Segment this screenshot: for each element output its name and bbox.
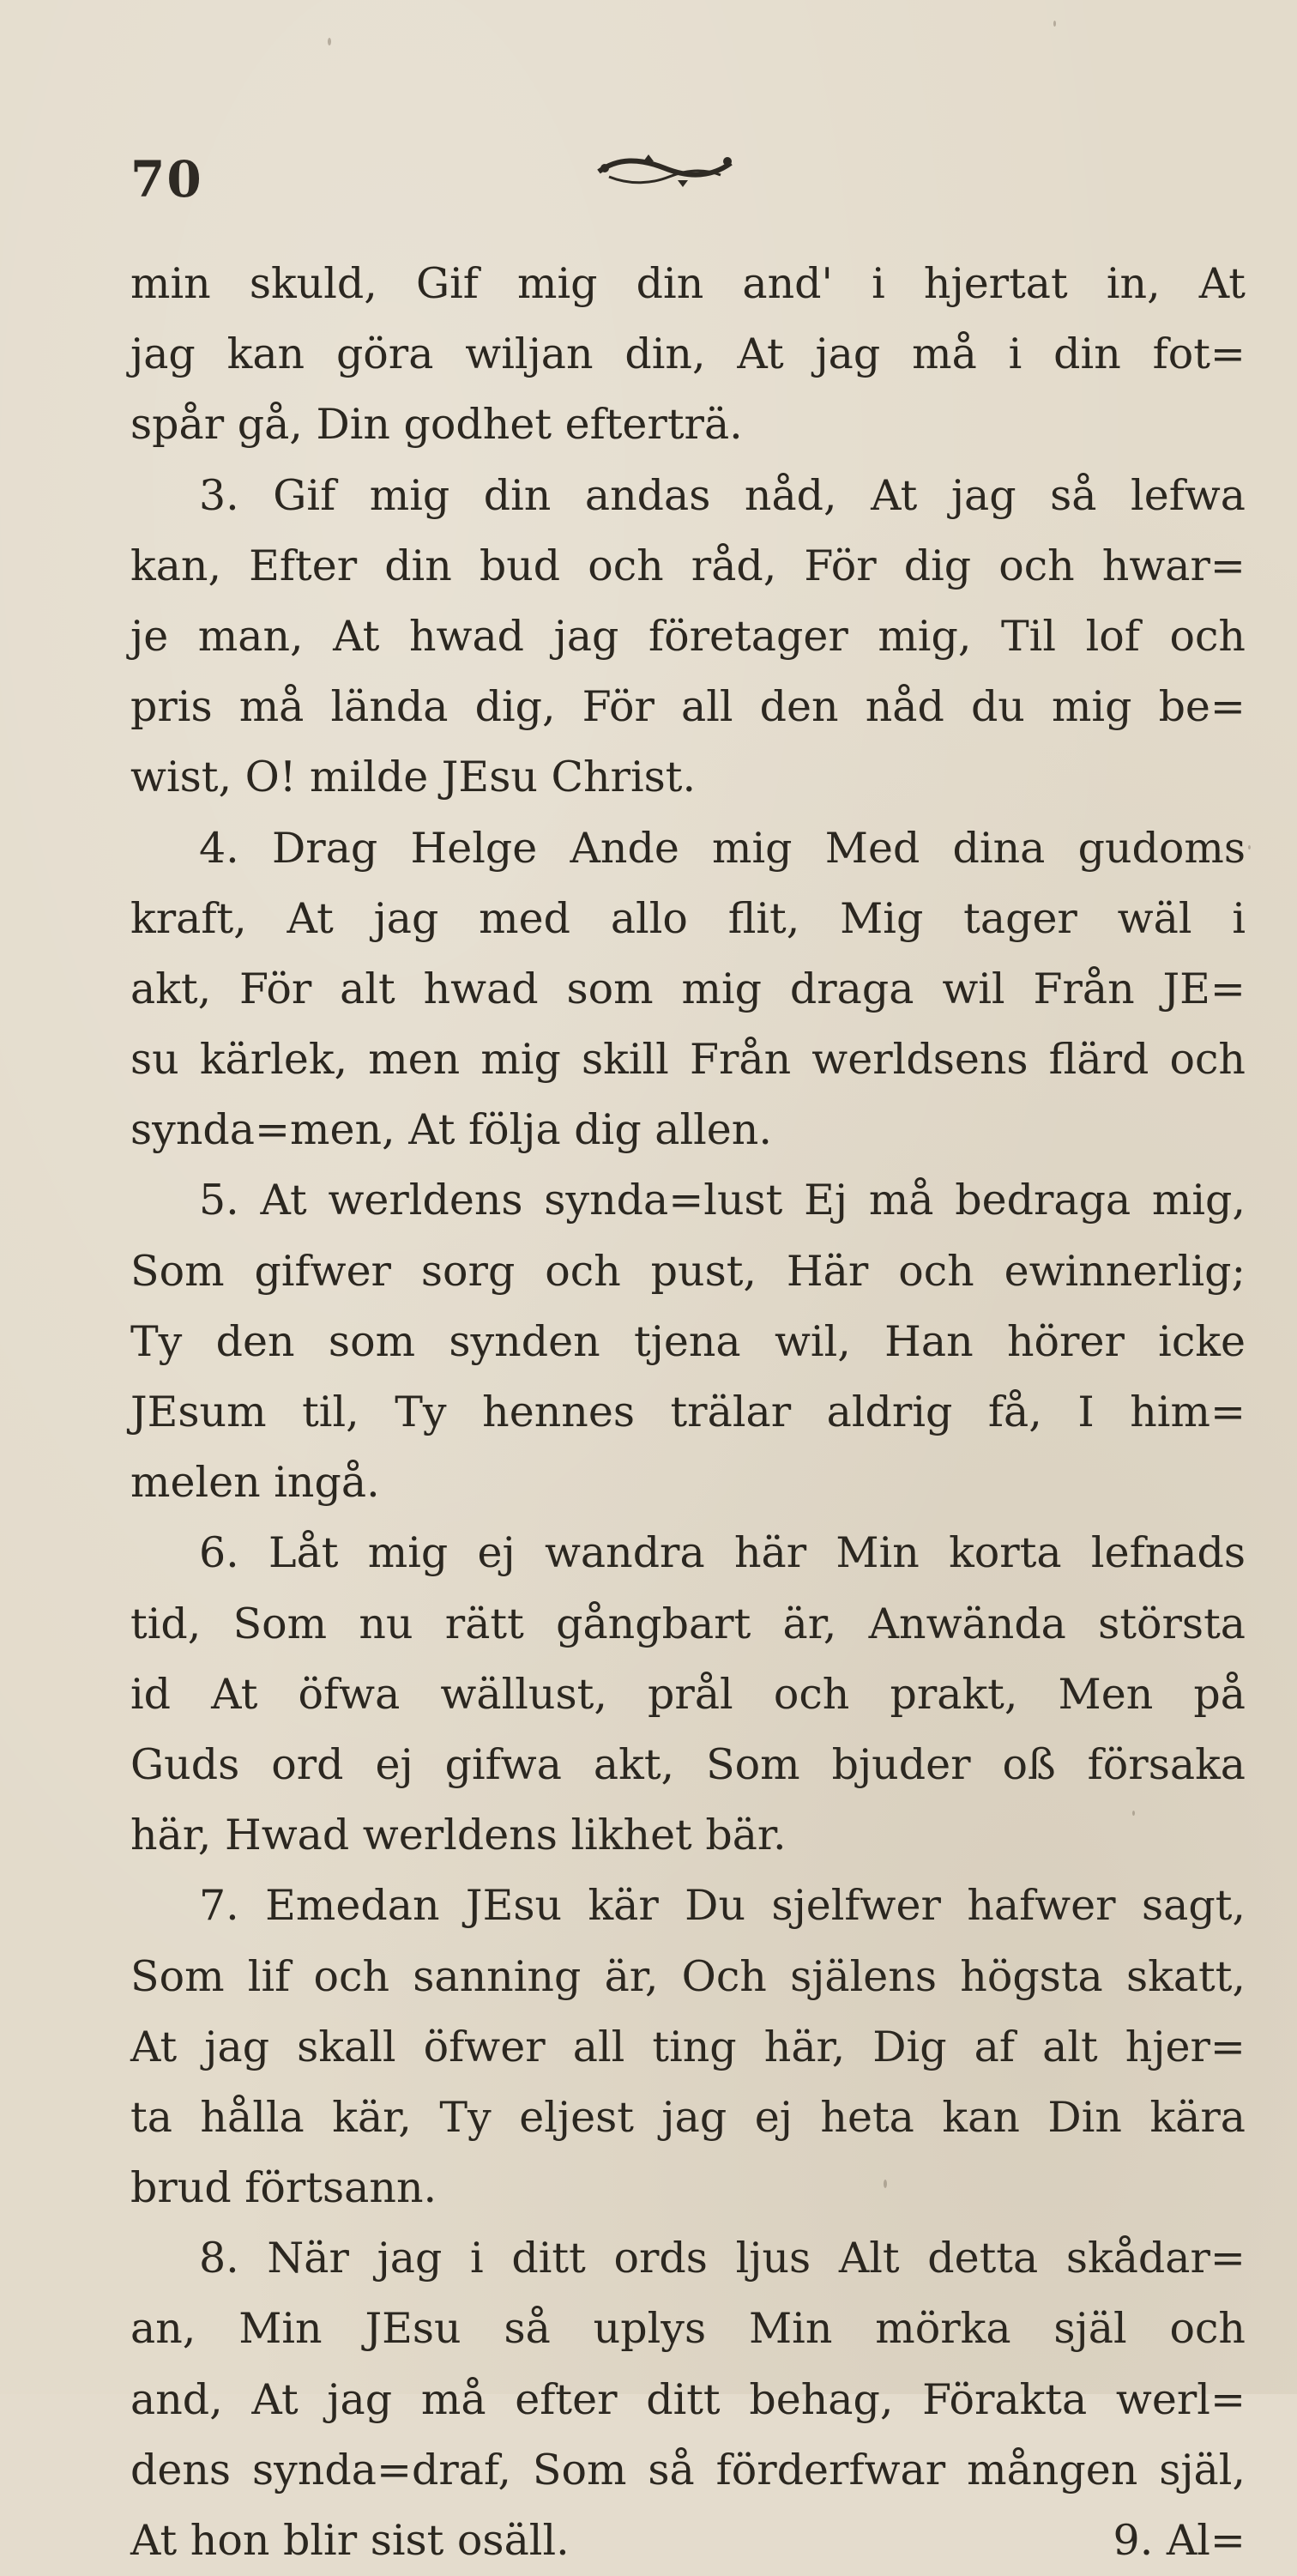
text-line: Ty den som synden tjena wil, Han hörer icke [130, 1316, 1246, 1366]
text-line: Som lif och sanning är, Och själens högsta skatt, [130, 1951, 1246, 2001]
text-line: wist, O! milde JEsu Christ. [130, 753, 697, 802]
text-line: ta hålla kär, Ty eljest jag ej heta kan Din kära [130, 2092, 1246, 2142]
text-line: melen ingå. [130, 1458, 380, 1508]
verse-start-line: 6. Låt mig ej wandra här Min korta lefnads [199, 1528, 1246, 1578]
text-line: je man, At hwad jag företager mig, Til lof och [130, 611, 1246, 661]
verse-start-line: 5. At werldens synda=lust Ej må bedraga mig, [199, 1176, 1246, 1225]
text-line: dens synda=draf, Som så förderfwar mången själ, [130, 2445, 1246, 2494]
paper-speck [1053, 21, 1056, 27]
hymn-text [130, 249, 1246, 2576]
catchword: 9. Al= [1113, 2516, 1246, 2565]
text-line: pris må lända dig, För all den nåd du mig be= [130, 682, 1246, 732]
text-line: JEsum til, Ty hennes trälar aldrig få, I him= [130, 1388, 1246, 1436]
text-line: kraft, At jag med allo flit, Mig tager wäl i [130, 893, 1246, 943]
verse-start-line: 3. Gif mig din andas nåd, At jag så lefwa [199, 470, 1246, 520]
printer-ornament [592, 146, 738, 194]
text-line: min skuld, Gif mig din and' i hjertat in, At [130, 259, 1246, 308]
text-line: kan, Efter din bud och råd, För dig och hwar= [130, 541, 1246, 590]
text-line: brud förtsann. [130, 2163, 437, 2213]
text-line: su kärlek, men mig skill Från werldsens flärd och [130, 1035, 1246, 1085]
text-line: and, At jag må efter ditt behag, Förakta werl= [130, 2374, 1246, 2424]
verse-start-line: 8. När jag i ditt ords ljus Alt detta skådar= [199, 2234, 1246, 2283]
text-line: an, Min JEsu så uplys Min mörka själ och [130, 2304, 1246, 2354]
verse-start-line: 4. Drag Helge Ande mig Med dina gudoms [199, 823, 1246, 873]
last-line [130, 2506, 1246, 2576]
text-line: tid, Som nu rätt gångbart är, Anwända största [130, 1599, 1246, 1648]
text-line: spår gå, Din godhet efterträ. [130, 400, 743, 450]
page-number: 70 [130, 150, 203, 209]
verse-start-line: 7. Emedan JEsu kär Du sjelfwer hafwer sagt, [199, 1881, 1246, 1931]
paper-speck [328, 38, 331, 45]
text-line: At jag skall öfwer all ting här, Dig af alt hjer= [130, 2022, 1246, 2071]
text-line: synda=men, At följa dig allen. [130, 1105, 772, 1155]
text-line: akt, För alt hwad som mig draga wil Från JE= [130, 964, 1246, 1013]
text-line: Som gifwer sorg och pust, Här och ewinnerlig; [130, 1246, 1246, 1296]
text-line: At hon blir sist osäll. [130, 2516, 570, 2565]
text-line: här, Hwad werldens likhet bär. [130, 1811, 787, 1860]
paper-speck [1248, 845, 1251, 850]
text-line: id At öfwa wällust, prål och prakt, Men på [130, 1669, 1246, 1719]
text-line: Guds ord ej gifwa akt, Som bjuder oß försaka [130, 1739, 1246, 1789]
text-line: jag kan göra wiljan din, At jag må i din fot= [130, 330, 1246, 379]
